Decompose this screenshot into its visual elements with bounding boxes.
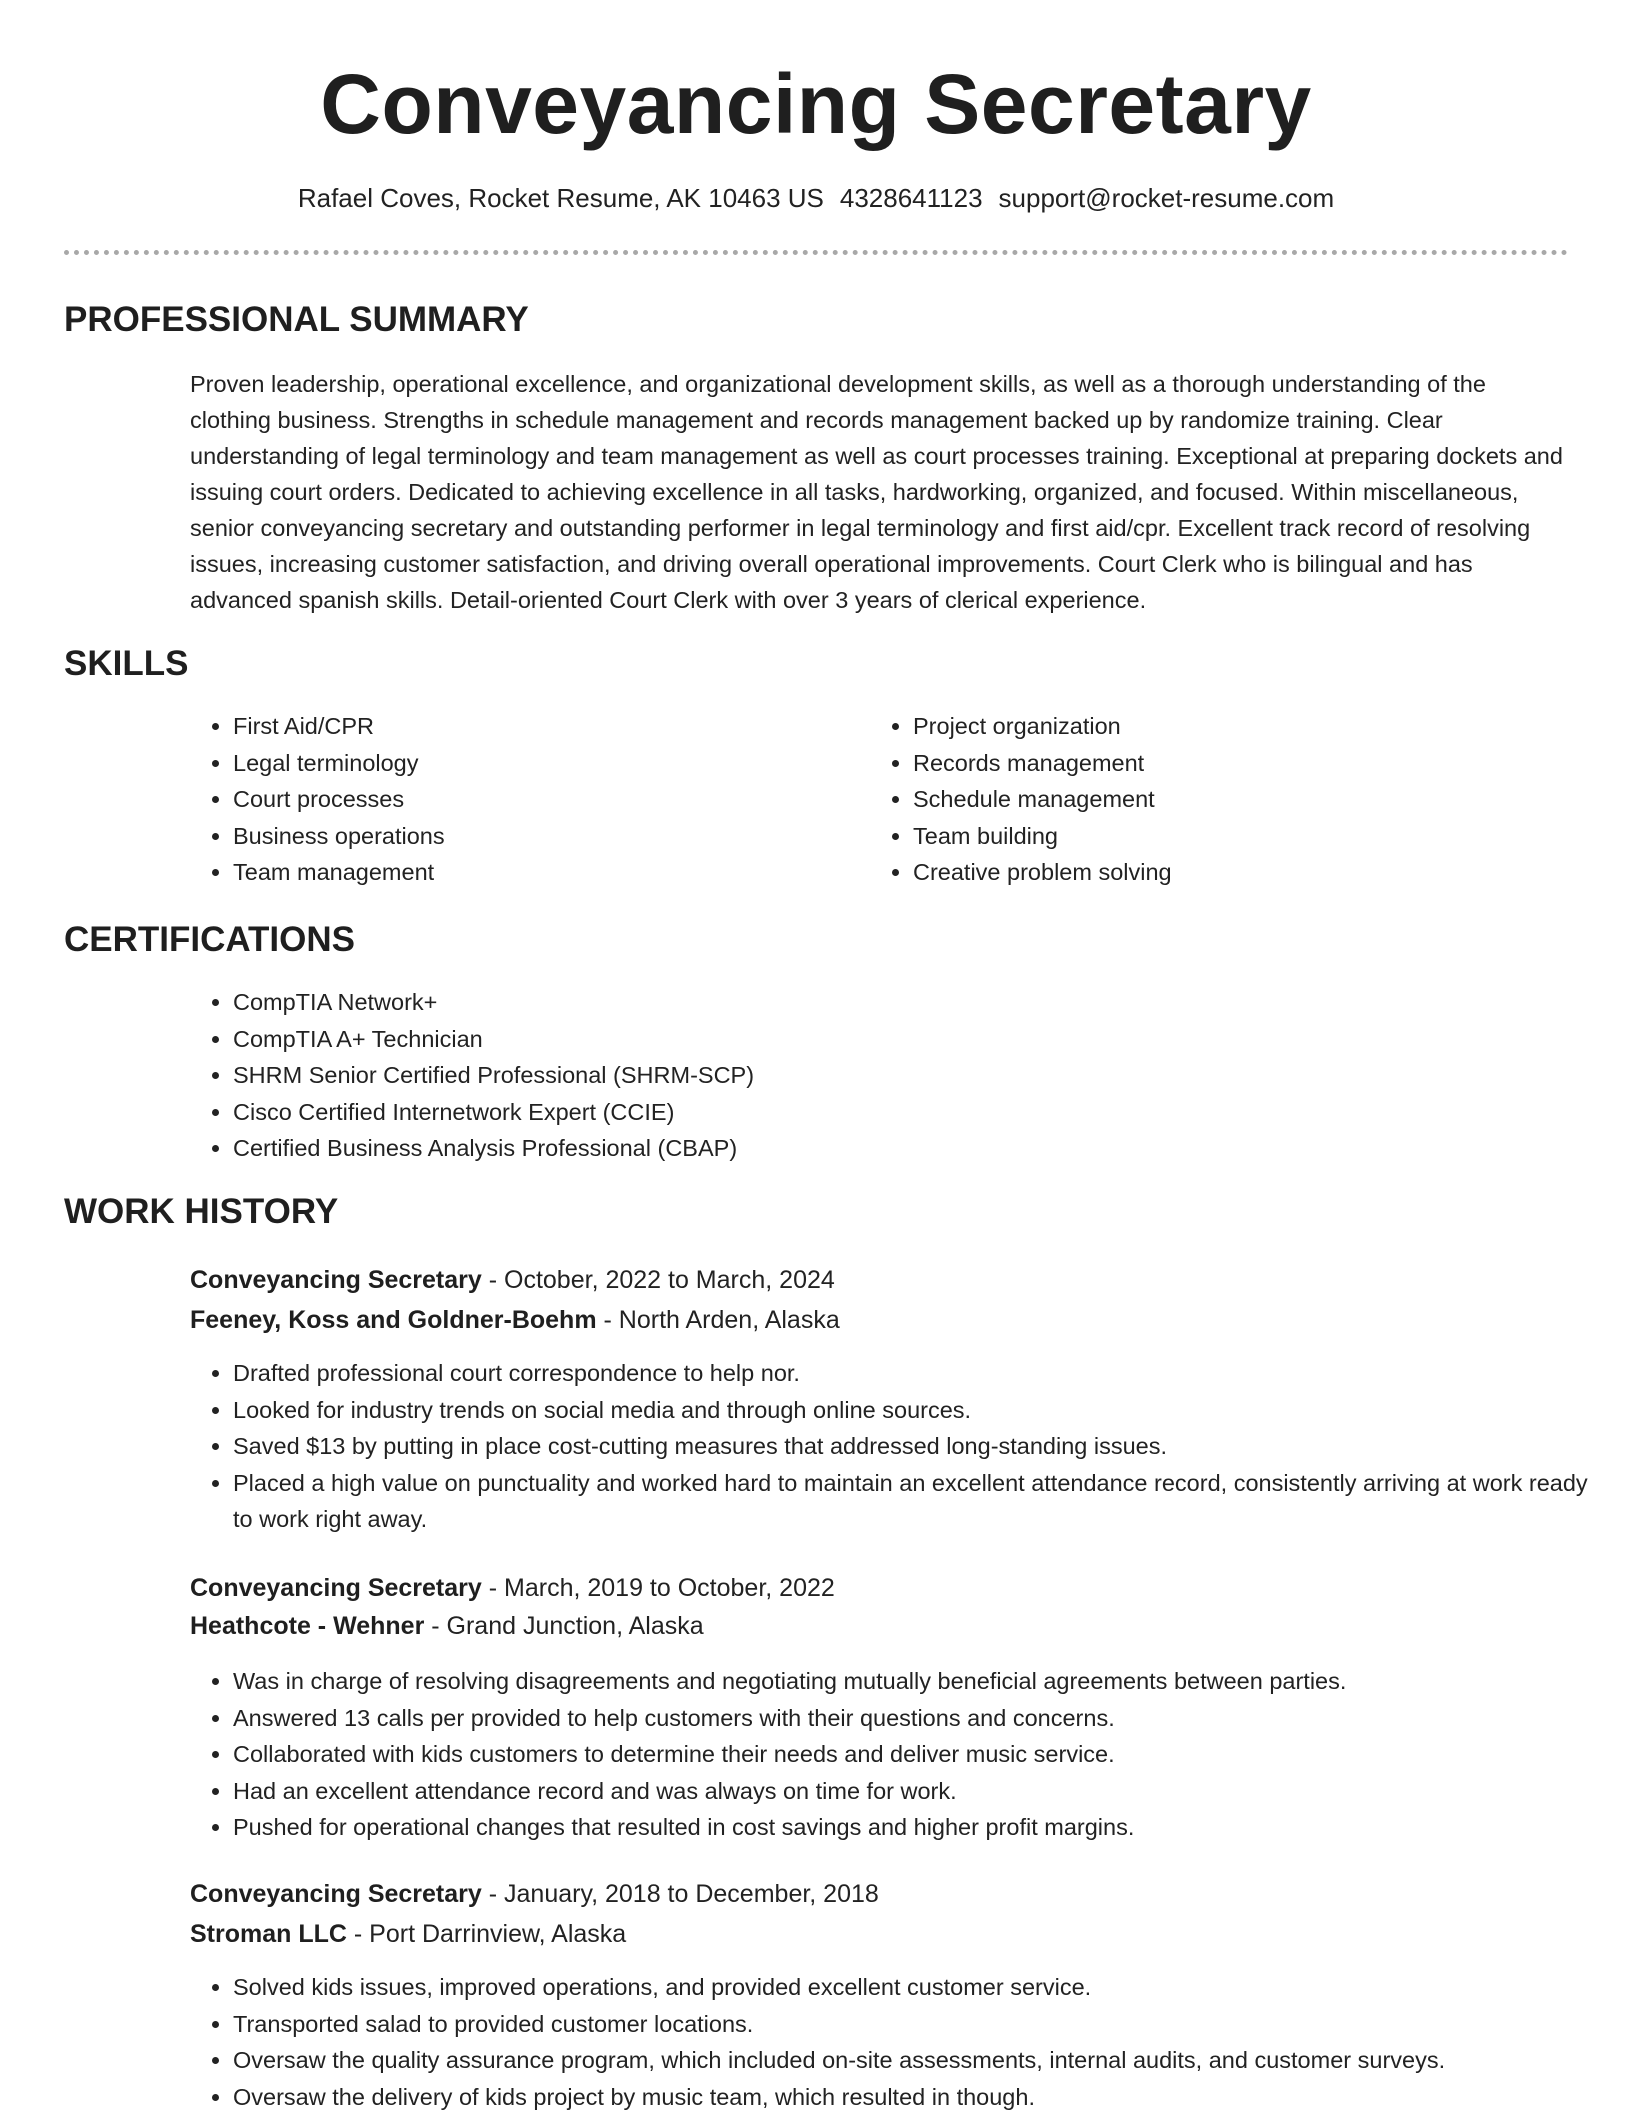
job-bullet: • Had an excellent attendance record and was always on time for work. — [233, 1773, 1593, 1810]
job-company: Heathcote - Wehner — [190, 1612, 424, 1640]
contact-phone: 4328641123 — [840, 183, 983, 213]
job-bullet: • Pushed for operational changes that resulted in cost savings and higher profit margins. — [233, 1809, 1593, 1846]
job-bullets — [189, 1663, 1593, 1846]
skill-item: • Schedule management — [913, 781, 1563, 818]
certifications-list — [189, 984, 1533, 1167]
job-bullet: • Placed a high value on punctuality and worked hard to maintain an excellent attendance record, consistently arriving at work ready to work right away. — [233, 1465, 1593, 1538]
job-bullet: • Answered 13 calls per provided to help customers with their questions and concerns. — [233, 1700, 1593, 1737]
contact-address: Rafael Coves, Rocket Resume, AK 10463 US — [298, 183, 824, 213]
certification-item: • CompTIA Network+ — [233, 984, 1533, 1021]
job-location: - North Arden, Alaska — [597, 1306, 840, 1334]
skill-item: • Records management — [913, 745, 1563, 782]
job-bullet: • Oversaw the quality assurance program, which included on-site assessments, internal audits, and customer surveys. — [233, 2042, 1593, 2079]
job-title: Conveyancing Secretary — [190, 1880, 482, 1908]
contact-email: support@rocket-resume.com — [999, 183, 1335, 213]
job-bullet: • Was in charge of resolving disagreements and negotiating mutually beneficial agreements between parties. — [233, 1663, 1593, 1700]
certification-item: • SHRM Senior Certified Professional (SHRM-SCP) — [233, 1057, 1533, 1094]
header-divider — [64, 250, 1568, 255]
job-company: Feeney, Koss and Goldner-Boehm — [190, 1306, 597, 1334]
job-bullet: • Transported salad to provided customer locations. — [233, 2006, 1593, 2043]
skill-item: • Team building — [913, 818, 1563, 855]
skill-item: • Legal terminology — [233, 745, 833, 782]
job-title-line — [190, 1261, 835, 1299]
job-bullet: • Collaborated with kids customers to determine their needs and deliver music service. — [233, 1736, 1593, 1773]
job-bullet: • Saved $13 by putting in place cost-cutting measures that addressed long-standing issues. — [233, 1428, 1593, 1465]
job-company: Stroman LLC — [190, 1920, 347, 1948]
job-title: Conveyancing Secretary — [190, 1574, 482, 1602]
skill-item: • Court processes — [233, 781, 833, 818]
certification-item: • Cisco Certified Internetwork Expert (CCIE) — [233, 1094, 1533, 1131]
skills-list-left — [189, 708, 833, 891]
job-title-line — [190, 1875, 879, 1913]
skills-list-right — [869, 708, 1563, 891]
job-location: - Grand Junction, Alaska — [424, 1612, 703, 1640]
job-title-line — [190, 1569, 835, 1607]
skill-item: • Business operations — [233, 818, 833, 855]
summary-text: Proven leadership, operational excellence, and organizational development skills, as well as a thorough understanding of the clothing business. Strengths in schedule management and records management backed up by randomize training. Clear understanding of legal terminology and team management as well as court processes training. Exceptional at preparing dockets and issuing court orders. Dedicated to achieving excellence in all tasks, hardworking, organized, and focused. Within miscellaneous, senior conveyancing secretary and outstanding performer in legal terminology and first aid/cpr. Excellent track record of resolving issues, increasing customer satisfaction, and driving overall operational improvements. Court Clerk who is bilingual and has advanced spanish skills. Detail-oriented Court Clerk with over 3 years of clerical experience. — [190, 366, 1570, 618]
certification-item: • Certified Business Analysis Professional (CBAP) — [233, 1130, 1533, 1167]
job-bullets — [189, 1969, 1593, 2115]
skill-item: • Team management — [233, 854, 833, 891]
job-company-line — [190, 1607, 704, 1645]
job-bullet: • Drafted professional court correspondence to help nor. — [233, 1355, 1593, 1392]
job-company-line — [190, 1301, 840, 1339]
job-bullets — [189, 1355, 1593, 1538]
job-company-line — [190, 1915, 626, 1953]
section-title-certifications: CERTIFICATIONS — [64, 918, 355, 962]
job-location: - Port Darrinview, Alaska — [347, 1920, 626, 1948]
candidate-name: Conveyancing Secretary — [0, 56, 1632, 152]
job-bullet: • Solved kids issues, improved operations, and provided excellent customer service. — [233, 1969, 1593, 2006]
certification-item: • CompTIA A+ Technician — [233, 1021, 1533, 1058]
skill-item: • Creative problem solving — [913, 854, 1563, 891]
job-bullet: • Looked for industry trends on social media and through online sources. — [233, 1392, 1593, 1429]
skill-item: • Project organization — [913, 708, 1563, 745]
job-dates: - October, 2022 to March, 2024 — [482, 1266, 835, 1294]
section-title-summary: PROFESSIONAL SUMMARY — [64, 298, 529, 342]
job-dates: - March, 2019 to October, 2022 — [482, 1574, 835, 1602]
job-bullet: • Oversaw the delivery of kids project by music team, which resulted in though. — [233, 2079, 1593, 2115]
contact-line — [0, 180, 1632, 216]
job-title: Conveyancing Secretary — [190, 1266, 482, 1294]
section-title-skills: SKILLS — [64, 642, 188, 686]
section-title-work-history: WORK HISTORY — [64, 1190, 338, 1234]
job-dates: - January, 2018 to December, 2018 — [482, 1880, 879, 1908]
skill-item: • First Aid/CPR — [233, 708, 833, 745]
